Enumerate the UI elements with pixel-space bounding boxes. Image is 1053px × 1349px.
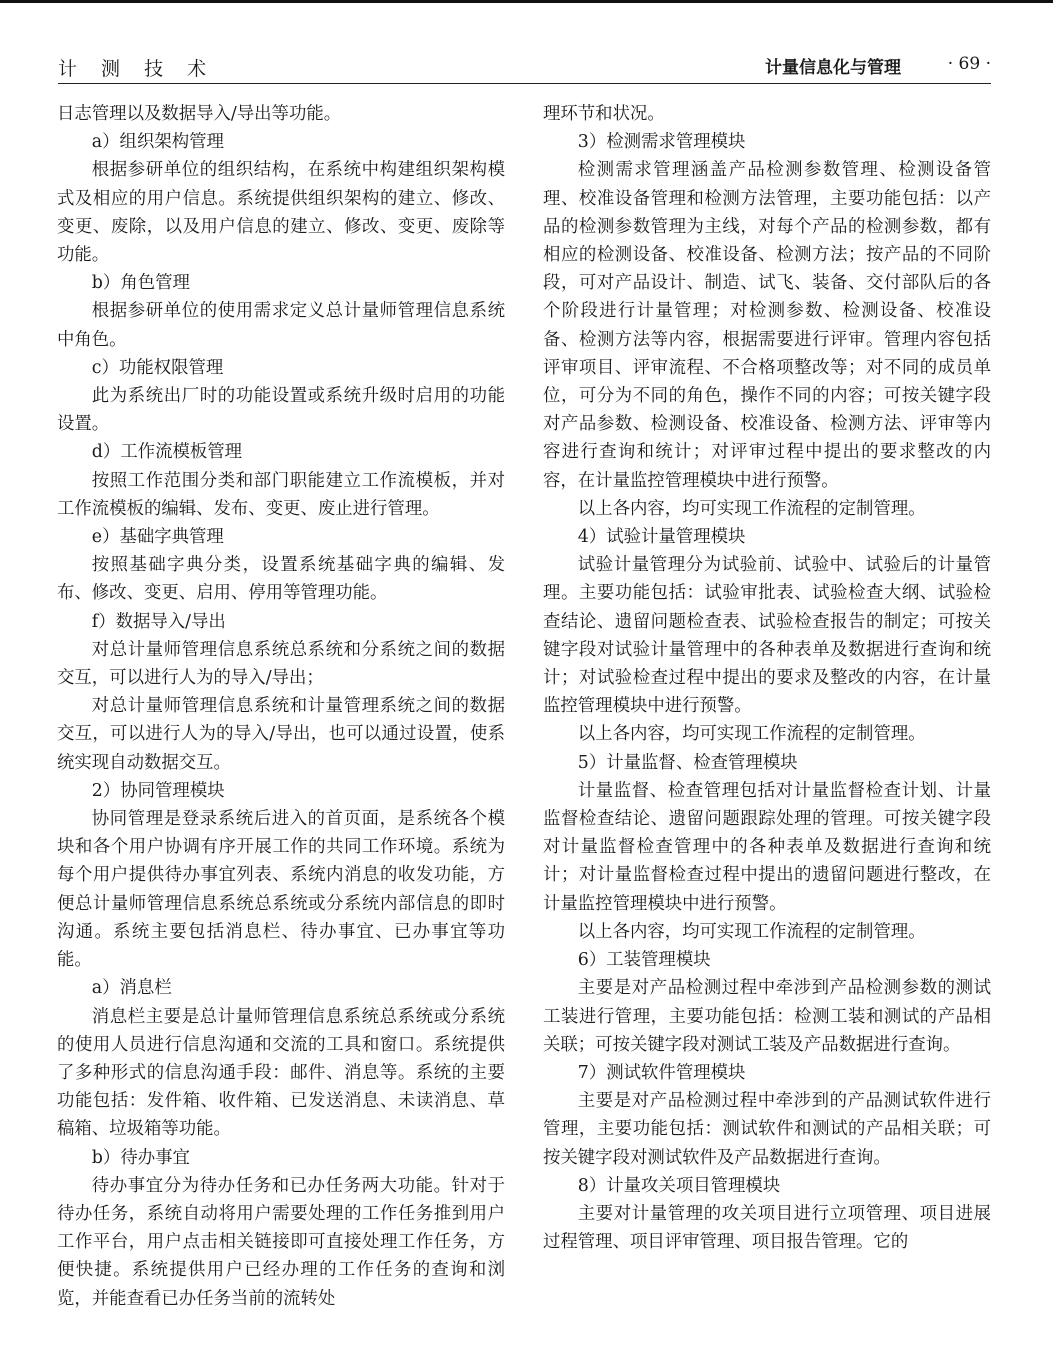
header-rule [58,83,991,84]
top-border-rule [0,0,1053,3]
running-header [58,52,991,82]
paragraph: 以上各内容，均可实现工作流程的定制管理。 [577,724,926,745]
journal-name: 计 测 技 术 [58,58,216,80]
paragraph: 根据参研单位的使用需求定义总计量师管理信息系统中角色。 [57,301,505,350]
subsection-heading: 5）计量监督、检查管理模块 [577,752,798,773]
paragraph: 试验计量管理分为试验前、试验中、试验后的计量管理。主要功能包括：试验审批表、试验检查大纲、试验检查结论、遗留问题检查表、试验检查报告的制定；可按关键字段对试验计量管理中的各种表单及数据进行查询和统计；对试验检查过程中提出的要求及整改的内容，在计量监控管理模块中进行预警。 [543,555,991,717]
paragraph: 此为系统出厂时的功能设置或系统升级时启用的功能设置。 [57,386,505,435]
subsection-heading: 3）检测需求管理模块 [577,132,746,153]
paragraph: 主要是对产品检测过程中牵涉到产品检测参数的测试工装进行管理，主要功能包括：检测工装和测试的产品相关联；可按关键字段对测试工装及产品数据进行查询。 [543,978,991,1055]
paragraph: 检测需求管理涵盖产品检测参数管理、检测设备管理、校准设备管理和检测方法管理，主要功能包括：以产品的检测参数管理为主线，对每个产品的检测参数，都有相应的检测设备、校准设备、检测方法；按产品的不同阶段，可对产品设计、制造、试飞、装备、交付部队后的各个阶段进行计量管理；对检测参数、检测设备、校准设备、检测方法等内容，根据需要进行评审。管理内容包括评审项目、评审流程、不合格项整改等；对不同的成员单位，可分为不同的角色，操作不同的内容；可按关键字段对产品参数、检测设备、校准设备、检测方法、评审等内容进行查询和统计；对评审过程中提出的要求整改的内容，在计量监控管理模块中进行预警。 [543,160,991,491]
paragraph: 主要是对产品检测过程中牵涉到的产品测试软件进行管理，主要功能包括：测试软件和测试的产品相关联；可按关键字段对测试软件及产品数据进行查询。 [543,1091,991,1168]
subsection-heading: b）待办事宜 [91,1147,190,1168]
paragraph: 待办事宜分为待办任务和已办任务两大功能。针对于待办任务，系统自动将用户需要处理的工作任务推到用户工作平台，用户点击相关链接即可直接处理工作任务，方便快捷。系统提供用户已经办理的工作任务的查询和浏览，并能查看已办任务当前的流转处 [57,1175,505,1309]
paragraph: 主要对计量管理的攻关项目进行立项管理、项目进展过程管理、项目评审管理、项目报告管理。它的 [543,1203,991,1253]
subsection-heading: a）消息栏 [91,978,172,999]
subsection-heading: a）组织架构管理 [91,132,224,153]
subsection-heading: 8）计量攻关项目管理模块 [577,1175,781,1196]
paragraph: 按照工作范围分类和部门职能建立工作流模板，并对工作流模板的编辑、发布、变更、废止进行管理。 [57,470,505,519]
subsection-heading: 4）试验计量管理模块 [577,527,746,548]
paragraph: 以上各内容，均可实现工作流程的定制管理。 [577,921,926,942]
subsection-heading: 2）协同管理模块 [91,780,225,801]
paragraph: 以上各内容，均可实现工作流程的定制管理。 [577,498,926,519]
paragraph: 根据参研单位的组织结构，在系统中构建组织架构模式及相应的用户信息。系统提供组织架构的建立、修改、变更、废除，以及用户信息的建立、修改、变更、废除等功能。 [57,160,505,266]
paragraph: 对总计量师管理信息系统总系统和分系统之间的数据交互，可以进行人为的导入/导出； [57,639,505,689]
subsection-heading: f）数据导入/导出 [91,611,226,632]
paragraph: 协同管理是登录系统后进入的首页面，是系统各个模块和各个用户协调有序开展工作的共同工作环境。系统为每个用户提供待办事宜列表、系统内消息的收发功能，方便总计量师管理信息系统总系统或分系统内部信息的即时沟通。系统主要包括消息栏、待办事宜、已办事宜等功能。 [57,809,505,971]
subsection-heading: d）工作流模板管理 [91,442,243,463]
paragraph: 理环节和状况。 [543,104,665,124]
left-column [57,100,505,1313]
subsection-heading: 7）测试软件管理模块 [577,1062,746,1083]
paragraph: 按照基础字典分类，设置系统基础字典的编辑、发布、修改、变更、启用、停用等管理功能。 [57,555,505,604]
paragraph: 对总计量师管理信息系统和计量管理系统之间的数据交互，可以进行人为的导入/导出，也可以通过设置，使系统实现自动数据交互。 [57,696,505,773]
page-number: · 69 · [947,54,991,74]
subsection-heading: b）角色管理 [91,273,190,294]
subsection-heading: c）功能权限管理 [91,357,224,378]
right-column [543,100,991,1256]
section-title: 计量信息化与管理 [765,58,901,78]
subsection-heading: 6）工装管理模块 [577,950,711,971]
paragraph: 消息栏主要是总计量师管理信息系统总系统或分系统的使用人员进行信息沟通和交流的工具和窗口。系统提供了多种形式的信息沟通手段：邮件、消息等。系统的主要功能包括：发件箱、收件箱、已发送消息、未读消息、草稿箱、垃圾箱等功能。 [57,1006,505,1140]
paragraph: 计量监督、检查管理包括对计量监督检查计划、计量监督检查结论、遗留问题跟踪处理的管理。可按关键字段对计量监督检查管理中的各种表单及数据进行查询和统计；对计量监督检查过程中提出的遗留问题进行整改，在计量监控管理模块中进行预警。 [543,780,991,914]
subsection-heading: e）基础字典管理 [91,527,224,548]
paragraph: 日志管理以及数据导入/导出等功能。 [57,104,342,124]
